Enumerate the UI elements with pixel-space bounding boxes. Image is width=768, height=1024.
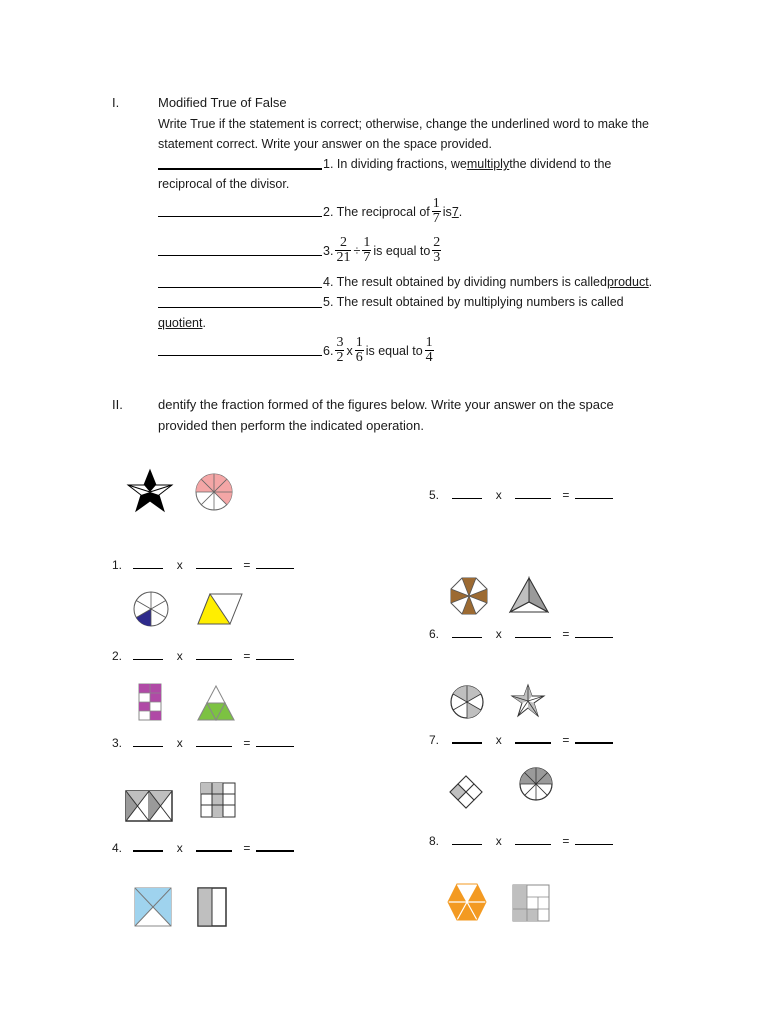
figure-triangle-gray <box>508 576 550 614</box>
question-6 <box>158 336 436 365</box>
problem-1 <box>112 558 294 572</box>
problem-7 <box>429 732 613 747</box>
times-sign: x <box>176 558 183 572</box>
figure-square-lightblue <box>133 886 173 928</box>
equals-sign: = <box>562 488 570 502</box>
figure-grid-magenta <box>138 683 162 721</box>
problem-6-blank-a[interactable] <box>452 627 482 638</box>
figure-circle-gray-eighths <box>518 766 554 802</box>
problem-2-blank-a[interactable] <box>133 649 163 660</box>
answer-blank-6[interactable] <box>158 345 322 356</box>
question-4-period: . <box>648 275 653 289</box>
answer-blank-1[interactable] <box>158 158 322 170</box>
question-1-continuation: reciprocal of the divisor. <box>158 177 290 191</box>
answer-blank-5[interactable] <box>158 297 322 308</box>
question-2-mid: is <box>442 204 452 219</box>
figure-circle-navy-sixths <box>132 590 170 628</box>
problem-7-blank-answer[interactable] <box>575 732 613 744</box>
problem-4 <box>112 840 294 855</box>
problem-1-number: 1. <box>112 558 123 572</box>
problem-5-blank-b[interactable] <box>515 488 551 499</box>
fraction-2-21: $\frac{2}{21}$ <box>336 235 351 265</box>
question-1 <box>158 156 611 172</box>
times-sign: x <box>176 736 183 750</box>
divide-sign: ÷ <box>353 243 361 258</box>
equals-sign: = <box>562 733 570 747</box>
equals-sign: = <box>243 558 251 572</box>
figure-rectangles-crossed <box>125 790 173 822</box>
problem-6-blank-answer[interactable] <box>575 627 613 638</box>
problem-6-blank-b[interactable] <box>515 627 551 638</box>
problem-5-blank-answer[interactable] <box>575 488 613 499</box>
question-3 <box>158 236 443 265</box>
problem-3-blank-b[interactable] <box>196 736 232 747</box>
equals-sign: = <box>562 627 570 641</box>
fraction-1-7b: $\frac{1}{7}$ <box>363 235 371 265</box>
problem-6 <box>429 627 613 641</box>
problem-4-blank-answer[interactable] <box>256 840 294 852</box>
question-5-underlined-word: quotient <box>158 316 203 330</box>
answer-blank-2[interactable] <box>158 206 322 217</box>
question-1-text-rest: the dividend to the <box>509 157 612 171</box>
question-5-period: . <box>202 316 206 330</box>
problem-8-blank-b[interactable] <box>515 834 551 845</box>
question-1-underlined-word: multiply <box>466 157 510 171</box>
answer-blank-4[interactable] <box>158 277 322 288</box>
question-4-underlined-word: product <box>606 275 649 289</box>
times-sign: x <box>176 649 183 663</box>
question-4 <box>158 274 652 290</box>
problem-2-blank-b[interactable] <box>196 649 232 660</box>
problem-8 <box>429 834 613 848</box>
times-sign: x <box>495 834 502 848</box>
question-6-mid: is equal to <box>365 343 423 358</box>
question-4-text: 4. The result obtained by dividing numbers is called <box>323 275 607 289</box>
question-5 <box>158 294 624 310</box>
fraction-2-3: $\frac{2}{3}$ <box>433 235 441 265</box>
answer-blank-3[interactable] <box>158 245 322 256</box>
question-2-underlined-word: 7 <box>451 204 459 219</box>
section-1-instructions-line1: Write True if the statement is correct; otherwise, change the underlined word to make the <box>158 117 649 131</box>
fraction-3-2: $\frac{3}{2}$ <box>336 335 344 365</box>
fraction-1-7: $\frac{1}{7}$ <box>432 196 440 226</box>
question-1-text: 1. In dividing fractions, we <box>323 157 467 171</box>
problem-6-number: 6. <box>429 627 440 641</box>
question-2-text: 2. The reciprocal of <box>323 204 430 219</box>
problem-5-number: 5. <box>429 488 440 502</box>
problem-3-blank-a[interactable] <box>133 736 163 747</box>
question-5-text: 5. The result obtained by multiplying numbers is called <box>323 295 624 309</box>
equals-sign: = <box>243 841 251 855</box>
problem-4-blank-a[interactable] <box>133 840 163 852</box>
problem-2 <box>112 649 294 663</box>
problem-5 <box>429 488 613 502</box>
problem-7-blank-a[interactable] <box>452 732 482 744</box>
problem-1-blank-b[interactable] <box>196 558 232 569</box>
problem-7-blank-b[interactable] <box>515 732 551 744</box>
figure-octagon-brown <box>449 576 489 616</box>
problem-2-blank-answer[interactable] <box>256 649 294 660</box>
problem-4-blank-b[interactable] <box>196 840 232 852</box>
problem-3-number: 3. <box>112 736 123 750</box>
question-3-text: 3. <box>323 243 334 258</box>
section-2-numeral: II. <box>112 397 123 412</box>
problem-5-blank-a[interactable] <box>452 488 482 499</box>
problem-3-blank-answer[interactable] <box>256 736 294 747</box>
problem-2-number: 2. <box>112 649 123 663</box>
equals-sign: = <box>243 736 251 750</box>
problem-8-blank-answer[interactable] <box>575 834 613 845</box>
problem-3 <box>112 736 294 750</box>
times-sign: x <box>176 841 183 855</box>
times-sign: x <box>495 733 502 747</box>
section-2-instructions-line1: dentify the fraction formed of the figures below. Write your answer on the space <box>158 397 614 412</box>
figure-hexagon-orange <box>446 882 488 922</box>
section-1-numeral: I. <box>112 95 120 110</box>
problem-1-blank-answer[interactable] <box>256 558 294 569</box>
question-3-mid: is equal to <box>373 243 431 258</box>
question-6-text: 6. <box>323 343 334 358</box>
equals-sign: = <box>243 649 251 663</box>
section-1-instructions-line2: statement correct. Write your answer on the space provided. <box>158 137 492 151</box>
times-sign: x <box>495 488 502 502</box>
equals-sign: = <box>562 834 570 848</box>
times-sign: x <box>346 343 353 358</box>
figure-grid-3x3-gray <box>200 782 236 818</box>
figure-rectangle-halves <box>196 886 228 928</box>
fraction-1-6: $\frac{1}{6}$ <box>355 335 363 365</box>
section-1-title: Modified True of False <box>158 95 287 110</box>
question-5-continuation <box>158 315 206 331</box>
figure-triangle-green <box>196 684 236 722</box>
figure-circle-gray-sixths <box>449 684 485 720</box>
problem-1-blank-a[interactable] <box>133 558 163 569</box>
figure-circle-pink-eighths <box>194 472 234 512</box>
problem-8-number: 8. <box>429 834 440 848</box>
figure-parallelogram-yellow <box>196 592 244 626</box>
figure-star-gray <box>510 683 546 719</box>
question-2-period: . <box>458 204 463 219</box>
section-2-instructions-line2: provided then perform the indicated operation. <box>158 418 424 433</box>
problem-8-blank-a[interactable] <box>452 834 482 845</box>
figure-star-half-shaded <box>125 468 175 514</box>
fraction-1-4: $\frac{1}{4}$ <box>425 335 433 365</box>
figure-grid-2x3-gray <box>512 884 550 922</box>
question-2 <box>158 197 462 226</box>
times-sign: x <box>495 627 502 641</box>
problem-7-number: 7. <box>429 733 440 747</box>
problem-4-number: 4. <box>112 841 123 855</box>
figure-diamond-gray <box>448 774 484 810</box>
